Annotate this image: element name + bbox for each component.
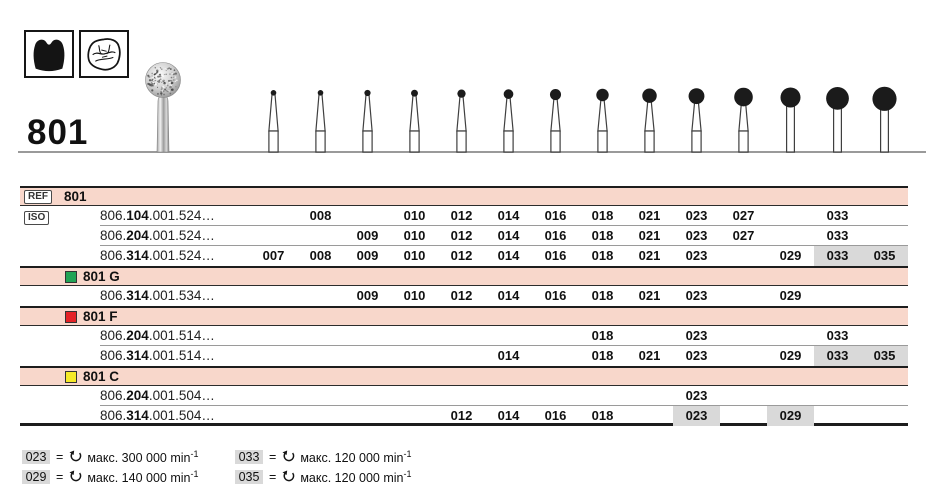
size-cell	[297, 386, 344, 406]
size-cell	[391, 406, 438, 426]
size-cell: 014	[497, 408, 520, 423]
table-ref-header-row	[20, 186, 908, 206]
size-cell	[861, 326, 908, 346]
size-cell: 008	[309, 208, 332, 223]
size-cell: 016	[544, 248, 567, 263]
size-cell: 009	[356, 228, 379, 243]
size-cell	[438, 386, 485, 406]
bur-silhouette	[734, 88, 753, 152]
bur-silhouette	[550, 89, 561, 152]
size-cell	[861, 226, 908, 246]
iso-row	[20, 226, 908, 246]
size-cell: 018	[591, 228, 614, 243]
size-cell	[532, 326, 579, 346]
size-cell	[297, 406, 344, 426]
size-cell	[626, 386, 673, 406]
size-cell: 029	[779, 248, 802, 263]
row-label-cell	[20, 406, 80, 426]
size-chip: 035	[235, 470, 263, 484]
size-cell: 009	[356, 288, 379, 303]
bur-silhouette	[504, 89, 514, 152]
size-cell	[814, 286, 861, 306]
size-cell: 021	[638, 288, 661, 303]
size-cell	[532, 386, 579, 406]
size-cell: 010	[403, 228, 426, 243]
equals-sign: =	[56, 470, 64, 484]
size-cell: 035	[861, 346, 908, 366]
size-cell	[344, 406, 391, 426]
iso-code: 806.104.001.524…	[100, 208, 215, 223]
size-cell	[250, 346, 297, 366]
iso-code: 806.314.001.524…	[100, 248, 215, 263]
size-cell	[767, 226, 814, 246]
size-cell	[767, 386, 814, 406]
iso-code: 806.204.001.504…	[100, 388, 215, 403]
iso-badge: ISO	[24, 211, 49, 225]
footnote-column	[235, 447, 448, 487]
footnote-item	[235, 447, 448, 467]
row-label-cell	[20, 286, 80, 306]
size-cell: 012	[450, 248, 473, 263]
size-cell: 008	[309, 248, 332, 263]
bur-silhouette	[457, 90, 466, 152]
size-cell: 016	[544, 288, 567, 303]
size-cell	[814, 406, 861, 426]
footnote-item	[22, 467, 235, 487]
size-cell: 010	[403, 208, 426, 223]
size-cell	[720, 326, 767, 346]
size-cell	[297, 346, 344, 366]
equals-sign: =	[56, 450, 64, 464]
iso-row	[20, 386, 908, 406]
size-cell: 014	[497, 208, 520, 223]
size-cell: 018	[591, 248, 614, 263]
bur-silhouette	[689, 88, 705, 152]
rotation-speed-icon	[68, 468, 83, 486]
bur-silhouette	[363, 90, 372, 152]
size-cell: 021	[638, 348, 661, 363]
bur-silhouette	[826, 87, 849, 152]
footnote-item	[235, 467, 448, 487]
size-cell	[250, 386, 297, 406]
size-cell: 014	[497, 248, 520, 263]
size-cell: 018	[591, 348, 614, 363]
size-cell: 012	[450, 288, 473, 303]
size-cell	[250, 206, 297, 226]
iso-row	[20, 206, 908, 226]
size-cell	[438, 346, 485, 366]
iso-code: 806.314.001.514…	[100, 348, 215, 363]
size-cell	[344, 346, 391, 366]
size-cell	[344, 386, 391, 406]
size-cell: 027	[732, 228, 755, 243]
size-cell	[720, 406, 767, 426]
row-label-cell	[20, 206, 80, 226]
size-cell	[720, 246, 767, 266]
size-cell: 014	[497, 348, 520, 363]
size-cell	[250, 226, 297, 246]
bur-silhouette	[872, 87, 896, 152]
iso-row	[20, 246, 908, 266]
row-label-cell	[20, 326, 80, 346]
speed-text: макс. 120 000 $\min^{-1}$	[300, 448, 412, 466]
section-label: 801	[64, 189, 87, 204]
size-cell: 035	[861, 246, 908, 266]
size-cell: 016	[544, 208, 567, 223]
iso-row	[20, 326, 908, 346]
size-cell: 023	[685, 228, 708, 243]
page-title: 801	[27, 113, 89, 152]
size-cell: 016	[544, 228, 567, 243]
size-cell: 033	[814, 346, 861, 366]
size-cell	[250, 326, 297, 346]
size-cell: 012	[450, 408, 473, 423]
rotation-speed-icon	[281, 448, 296, 466]
size-cell: 010	[403, 248, 426, 263]
size-cell	[579, 386, 626, 406]
size-cell: 033	[826, 228, 849, 243]
size-cell	[720, 386, 767, 406]
size-cell: 033	[826, 208, 849, 223]
row-label-cell	[20, 226, 80, 246]
iso-row	[20, 406, 908, 426]
size-cell: 023	[685, 388, 708, 403]
size-cell	[861, 286, 908, 306]
size-cell	[485, 326, 532, 346]
size-cell: 027	[732, 208, 755, 223]
size-cell	[297, 286, 344, 306]
size-cell: 018	[591, 208, 614, 223]
section-label: 801 C	[83, 369, 120, 384]
bur-silhouette	[596, 89, 608, 152]
iso-code: 806.314.001.534…	[100, 288, 215, 303]
size-cell: 033	[826, 328, 849, 343]
bur-figure	[0, 0, 926, 175]
size-cell	[532, 346, 579, 366]
bur-silhouette	[316, 90, 325, 152]
size-cell: 016	[544, 408, 567, 423]
size-cell	[861, 206, 908, 226]
size-cell	[861, 406, 908, 426]
size-cell: 033	[814, 246, 861, 266]
rotation-speed-icon	[68, 448, 83, 466]
section-header-row	[20, 306, 908, 326]
variant-color-swatch	[65, 371, 77, 383]
bur-silhouette	[780, 87, 800, 152]
variant-color-swatch	[65, 271, 77, 283]
size-cell: 012	[450, 228, 473, 243]
row-label-cell	[20, 346, 80, 366]
footnote-column	[22, 447, 235, 487]
size-cell: 023	[685, 288, 708, 303]
size-cell	[485, 386, 532, 406]
section-label: 801 G	[83, 269, 120, 284]
size-chip: 033	[235, 450, 263, 464]
size-cell	[391, 386, 438, 406]
size-cell	[861, 386, 908, 406]
size-cell: 018	[591, 328, 614, 343]
size-cell	[626, 326, 673, 346]
size-cell	[720, 346, 767, 366]
size-cell: 014	[497, 288, 520, 303]
speed-text: макс. 120 000 $\min^{-1}$	[300, 468, 412, 486]
size-cell	[626, 406, 673, 426]
size-cell	[438, 326, 485, 346]
size-cell: 014	[497, 228, 520, 243]
size-cell: 018	[591, 408, 614, 423]
bur-photo	[146, 63, 181, 153]
size-chip: 023	[22, 450, 50, 464]
size-cell: 021	[638, 208, 661, 223]
speed-text: макс. 140 000 $\min^{-1}$	[87, 468, 199, 486]
size-cell: 021	[638, 248, 661, 263]
size-cell: 018	[591, 288, 614, 303]
size-cell: 029	[779, 348, 802, 363]
size-cell: 009	[356, 248, 379, 263]
section-header-row	[20, 266, 908, 286]
size-cell: 021	[638, 228, 661, 243]
size-cell: 029	[767, 406, 814, 426]
bur-silhouette	[642, 88, 656, 152]
iso-row	[20, 346, 908, 366]
size-cell	[344, 326, 391, 346]
rotation-speed-icon	[281, 468, 296, 486]
iso-row	[20, 286, 908, 306]
bur-silhouette	[410, 90, 419, 152]
size-cell	[297, 326, 344, 346]
section-label: 801 F	[83, 309, 118, 324]
size-cell	[391, 346, 438, 366]
size-cell	[250, 286, 297, 306]
ref-badge: REF	[24, 190, 52, 204]
size-cell	[250, 406, 297, 426]
row-label-cell	[20, 386, 80, 406]
size-cell	[767, 326, 814, 346]
size-cell: 023	[673, 406, 720, 426]
size-cell	[720, 286, 767, 306]
size-cell	[297, 226, 344, 246]
iso-code: 806.204.001.524…	[100, 228, 215, 243]
iso-code: 806.204.001.514…	[100, 328, 215, 343]
iso-code: 806.314.001.504…	[100, 408, 215, 423]
equals-sign: =	[269, 470, 277, 484]
bur-silhouette-row	[269, 87, 897, 152]
row-label-cell	[20, 246, 80, 266]
size-cell: 023	[685, 328, 708, 343]
size-cell	[391, 326, 438, 346]
size-cell	[344, 206, 391, 226]
size-cell: 029	[779, 288, 802, 303]
equals-sign: =	[269, 450, 277, 464]
section-header-row	[20, 366, 908, 386]
bur-silhouette	[269, 90, 278, 152]
footnotes	[22, 447, 448, 487]
size-cell: 012	[450, 208, 473, 223]
size-cell	[767, 206, 814, 226]
size-cell: 007	[262, 248, 285, 263]
footnote-item	[22, 447, 235, 467]
speed-text: макс. 300 000 $\min^{-1}$	[87, 448, 199, 466]
size-chip: 029	[22, 470, 50, 484]
size-cell: 023	[685, 248, 708, 263]
variant-color-swatch	[65, 311, 77, 323]
size-cell: 010	[403, 288, 426, 303]
product-table	[20, 186, 908, 426]
size-cell	[814, 386, 861, 406]
size-cell: 023	[685, 208, 708, 223]
size-cell: 023	[685, 348, 708, 363]
